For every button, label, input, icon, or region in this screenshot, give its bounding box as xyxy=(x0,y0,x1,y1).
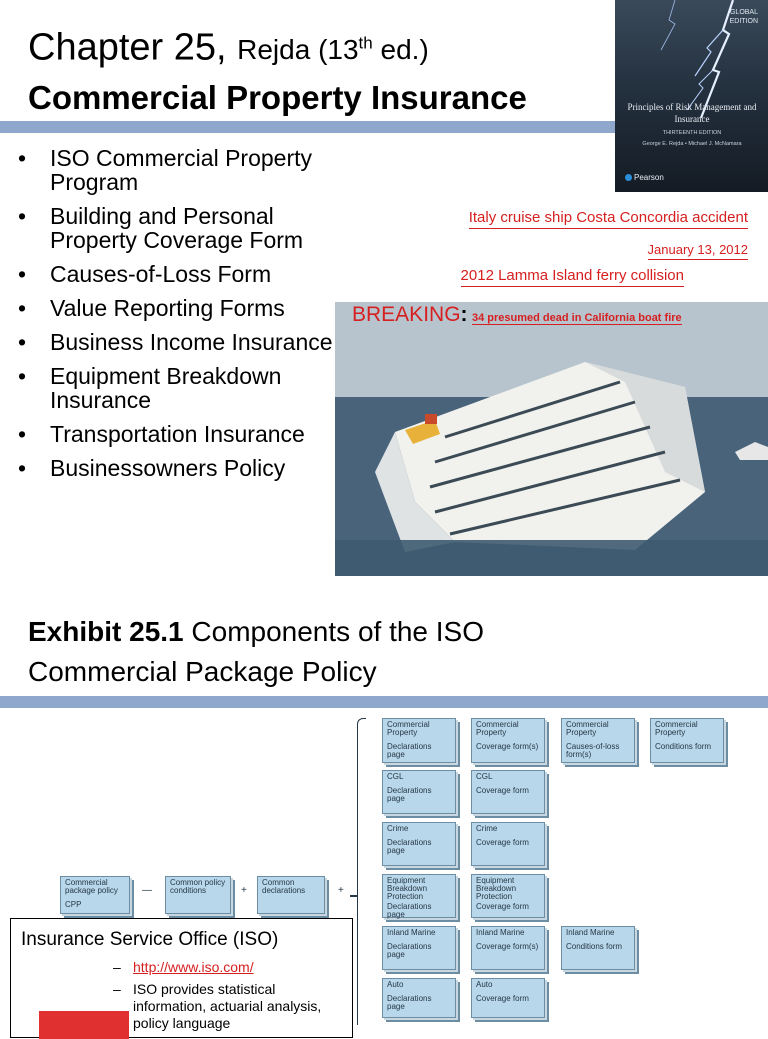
exhibit-title: Exhibit 25.1 Components of the ISO Commercial Package Policy xyxy=(28,616,485,687)
lightning-icon xyxy=(615,0,768,192)
diagram-box: Auto Coverage form xyxy=(471,978,545,1018)
bullet-item: • Causes-of-Loss Form xyxy=(18,262,348,286)
bullet-item: • Transportation Insurance xyxy=(18,422,348,446)
diagram-box: Commercial Property Declarations page xyxy=(382,718,456,763)
ship-illustration xyxy=(335,302,768,576)
pearson-icon xyxy=(625,174,632,181)
diagram-box: CGL Declarations page xyxy=(382,770,456,814)
diagram-brace xyxy=(357,718,366,1025)
iso-link-item: – http://www.iso.com/ xyxy=(113,959,254,975)
diagram-box: Common declarations xyxy=(257,876,325,914)
diagram-brace-tip xyxy=(350,895,358,897)
diagram-box: Inland Marine Declarations page xyxy=(382,926,456,970)
diagram-connector: + xyxy=(241,885,247,896)
bullet-item: • Businessowners Policy xyxy=(18,456,348,480)
diagram-box: Crime Declarations page xyxy=(382,822,456,866)
diagram-box: Crime Coverage form xyxy=(471,822,545,866)
publisher-logo: Pearson xyxy=(625,173,664,182)
diagram-connector: — xyxy=(142,885,152,896)
diagram-box: Inland Marine Conditions form xyxy=(561,926,635,970)
news-link-costa-concordia[interactable]: Italy cruise ship Costa Concordia accident xyxy=(469,209,748,226)
news-date: January 13, 2012 xyxy=(648,242,748,257)
diagram-box: Commercial Property Causes-of-loss form(s) xyxy=(561,718,635,763)
slide-title xyxy=(28,22,429,72)
edition-badge: GLOBAL EDITION xyxy=(729,9,758,25)
diagram-box: Equipment Breakdown Protection Declarations page xyxy=(382,874,456,918)
title-divider-2 xyxy=(0,696,768,708)
bullet-item: • ISO Commercial Property Program xyxy=(18,146,348,194)
bullet-item: • Business Income Insurance xyxy=(18,330,348,354)
iso-logo-icon xyxy=(39,1011,129,1039)
slide-subtitle: Commercial Property Insurance xyxy=(28,79,527,116)
title-author: Rejda (13th ed.) xyxy=(237,34,429,66)
diagram-box: Commercial package policy CPP xyxy=(60,876,130,914)
news-link-lamma-island[interactable]: 2012 Lamma Island ferry collision xyxy=(461,267,684,284)
diagram-box: Common policy conditions xyxy=(165,876,231,914)
textbook-cover xyxy=(615,0,768,192)
title-chapter: Chapter 25, xyxy=(28,26,238,69)
iso-heading: Insurance Service Office (ISO) xyxy=(21,929,279,950)
breaking-news-banner[interactable]: BREAKING: 34 presumed dead in California boat fire xyxy=(352,303,682,326)
book-title: Principles of Risk Management and Insurance xyxy=(627,102,757,124)
diagram-box: Inland Marine Coverage form(s) xyxy=(471,926,545,970)
iso-description: – ISO provides statistical information, actuarial analysis, policy language xyxy=(113,981,322,1031)
bullet-item: • Building and Personal Property Coverage Form xyxy=(18,204,348,252)
diagram-box: Commercial Property Conditions form xyxy=(650,718,724,763)
sinking-ship-photo xyxy=(335,302,768,576)
book-edition-line: THIRTEENTH EDITION xyxy=(662,130,722,136)
bullet-item: • Equipment Breakdown Insurance xyxy=(18,364,348,412)
book-authors: George E. Rejda • Michael J. McNamara xyxy=(642,141,742,147)
diagram-connector: + xyxy=(338,885,344,896)
iso-info-box xyxy=(10,918,353,1038)
bullet-list xyxy=(18,146,348,490)
iso-website-link[interactable]: http://www.iso.com/ xyxy=(133,959,254,975)
diagram-box: Equipment Breakdown Protection Coverage form xyxy=(471,874,545,918)
diagram-box: Auto Declarations page xyxy=(382,978,456,1018)
bullet-item: • Value Reporting Forms xyxy=(18,296,348,320)
diagram-box: Commercial Property Coverage form(s) xyxy=(471,718,545,763)
diagram-box: CGL Coverage form xyxy=(471,770,545,814)
